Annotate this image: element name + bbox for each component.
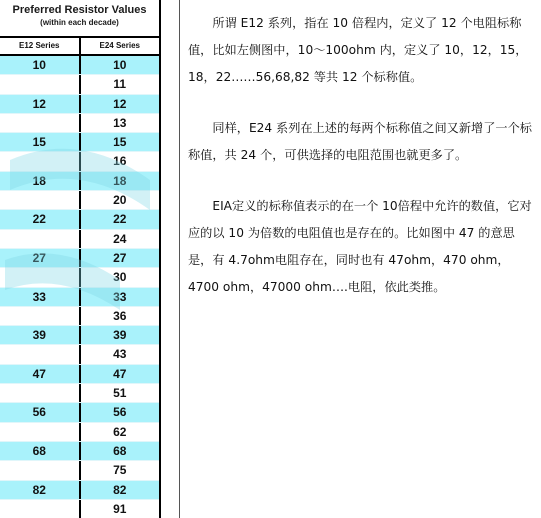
e12-cell: 12 [0, 95, 81, 113]
e24-cell: 30 [113, 270, 127, 285]
e24-cell: 33 [113, 289, 127, 304]
table-row [0, 191, 159, 210]
e24-cell: 51 [113, 386, 127, 401]
e12-cell: 82 [0, 481, 81, 499]
e24-cell: 12 [113, 96, 127, 111]
e24-cell: 36 [113, 308, 127, 323]
e24-cell: 91 [113, 501, 127, 516]
e24-cell: 47 [113, 366, 127, 381]
e12-cell [0, 384, 81, 402]
e12-cell [0, 307, 81, 325]
e24-cell: 43 [113, 347, 127, 362]
e12-cell: 39 [0, 326, 81, 344]
e12-cell [0, 423, 81, 441]
e12-cell: 10 [0, 56, 81, 74]
paragraph-eia: EIA定义的标称值表示的在一个 10倍程中允许的数值，它对应的以 10 为倍数的电阻值也是存在的。比如图中 47 的意思是，有 4.7ohm电阻存在，同时也有 47ohm，470 ohm，4700 ohm，47000 ohm….电阻，依此类推。 [188, 199, 532, 294]
table-row [0, 152, 159, 171]
e24-cell: 11 [113, 77, 127, 92]
e12-cell: 15 [0, 133, 81, 151]
table-row [0, 95, 159, 114]
e24-cell: 27 [113, 250, 127, 265]
e24-cell: 22 [113, 212, 127, 227]
table-row [0, 500, 159, 518]
table-row [0, 365, 159, 384]
table-row [0, 172, 159, 191]
table-subtitle: (within each decade) [40, 18, 119, 27]
table-row [0, 288, 159, 307]
column-header-e12: E12 Series [0, 38, 81, 54]
table-row [0, 461, 159, 480]
table-row [0, 75, 159, 94]
explanation-text [179, 0, 541, 518]
table-row [0, 249, 159, 268]
e24-cell: 62 [113, 424, 127, 439]
column-header-e24: E24 Series [99, 41, 140, 50]
e12-cell: 56 [0, 403, 81, 421]
table-header [0, 36, 159, 56]
e12-cell [0, 230, 81, 248]
table-row [0, 403, 159, 422]
e12-cell [0, 114, 81, 132]
e24-cell: 75 [113, 463, 127, 478]
e12-cell [0, 152, 81, 170]
e24-cell: 56 [113, 405, 127, 420]
e12-cell [0, 75, 81, 93]
e24-cell: 13 [113, 115, 127, 130]
table-title: Preferred Resistor Values [12, 4, 147, 16]
e24-cell: 39 [113, 328, 127, 343]
e12-cell [0, 268, 81, 286]
e12-cell [0, 500, 81, 518]
paragraph-e12: 所谓 E12 系列，指在 10 倍程内，定义了 12 个电阻标称值，比如左侧图中，10～100ohm 内，定义了 10，12，15，18，22……56,68,82 等共 12 个标称值。 [188, 16, 528, 84]
e12-cell: 68 [0, 442, 81, 460]
e24-cell: 10 [113, 58, 127, 72]
e12-cell: 22 [0, 210, 81, 228]
e24-cell: 24 [113, 231, 127, 246]
table-row [0, 210, 159, 229]
e12-cell [0, 345, 81, 363]
table-row [0, 133, 159, 152]
e12-cell: 27 [0, 249, 81, 267]
e24-cell: 15 [113, 135, 127, 150]
table-row [0, 307, 159, 326]
table-row [0, 114, 159, 133]
e12-cell: 33 [0, 288, 81, 306]
table-title-block [0, 0, 159, 36]
e12-cell: 18 [0, 172, 81, 190]
e12-cell [0, 461, 81, 479]
e24-cell: 82 [113, 482, 127, 497]
paragraph-e24: 同样，E24 系列在上述的每两个标称值之间又新增了一个标称值，共 24 个，可供选择的电阻范围也就更多了。 [188, 121, 532, 162]
table-row [0, 442, 159, 461]
table-row [0, 423, 159, 442]
table-row [0, 268, 159, 287]
table-row [0, 345, 159, 364]
e12-cell [0, 191, 81, 209]
table-row [0, 56, 159, 75]
resistor-values-table [0, 0, 161, 518]
table-row [0, 326, 159, 345]
e12-cell: 47 [0, 365, 81, 383]
table-body [0, 56, 159, 518]
table-row [0, 481, 159, 500]
table-row [0, 230, 159, 249]
e24-cell: 20 [113, 193, 127, 208]
table-row [0, 384, 159, 403]
e24-cell: 16 [113, 154, 127, 169]
e24-cell: 18 [113, 173, 127, 188]
e24-cell: 68 [113, 443, 127, 458]
